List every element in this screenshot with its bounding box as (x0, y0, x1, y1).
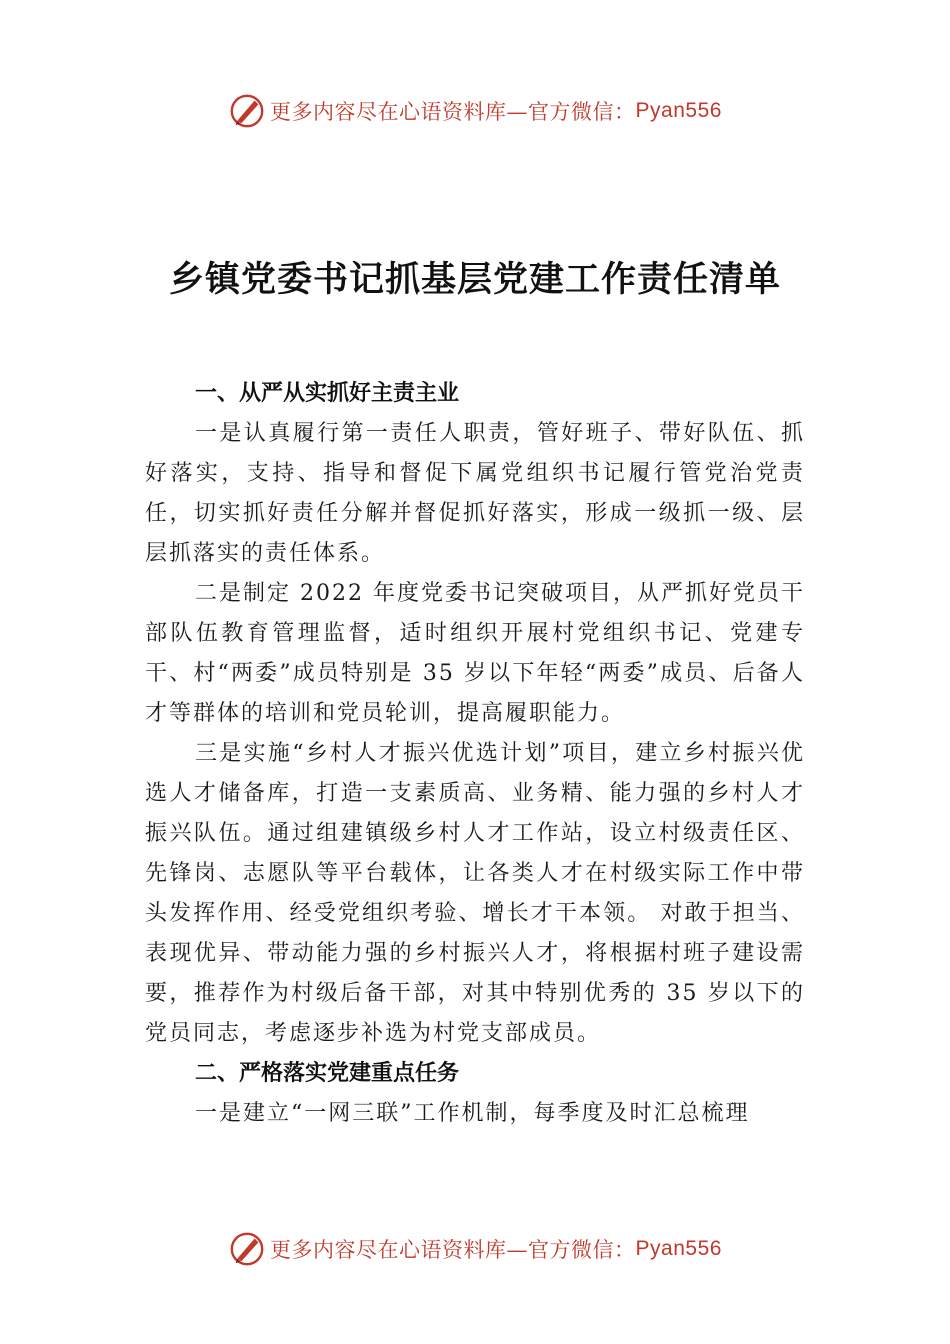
section-heading: 二、严格落实党建重点任务 (195, 1061, 460, 1086)
banner-account: Pyan556 (635, 1237, 722, 1260)
banner-account: Pyan556 (635, 99, 722, 122)
paragraph: 一是认真履行第一责任人职责，管好班子、带好队伍、抓好落实，支持、指导和督促下属党组织书记履行管党治党责任，切实抓好责任分解并督促抓好落实，形成一级抓一级、层层抓落实的责任体系。 (145, 421, 805, 566)
pen-logo-icon (228, 1230, 266, 1268)
paragraph: 二是制定 2022 年度党委书记突破项目，从严抓好党员干部队伍教育管理监督，适时组织开展村党组织书记、党建专干、村“两委”成员特别是 35 岁以下年轻“两委”成员、后备人才等群体的培训和党员轮训，提高履职能力。 (145, 581, 805, 726)
document-body (145, 374, 805, 1134)
section-heading: 一、从严从实抓好主责主业 (195, 381, 460, 406)
banner-text: 更多内容尽在心语资料库—官方微信： (270, 100, 636, 124)
paragraph: 一是建立“一网三联”工作机制，每季度及时汇总梳理 (195, 1101, 750, 1126)
banner-text: 更多内容尽在心语资料库—官方微信： (270, 1238, 636, 1262)
pen-logo-icon (228, 92, 266, 130)
paragraph: 三是实施“乡村人才振兴优选计划”项目，建立乡村振兴优选人才储备库，打造一支素质高、业务精、能力强的乡村人才振兴队伍。通过组建镇级乡村人才工作站，设立村级责任区、先锋岗、志愿队等平台载体，让各类人才在村级实际工作中带头发挥作用、经受党组织考验、增长才干本领。 对敢于担当、表现优异、带动能力强的乡村振兴人才，将根据村班子建设需要，推荐作为村级后备干部，对其中特别优秀的 35 岁以下的党员同志，考虑逐步补选为村党支部成员。 (145, 741, 805, 1046)
footer-banner (0, 1230, 950, 1268)
document-title: 乡镇党委书记抓基层党建工作责任清单 (168, 260, 781, 300)
header-banner (0, 92, 950, 130)
